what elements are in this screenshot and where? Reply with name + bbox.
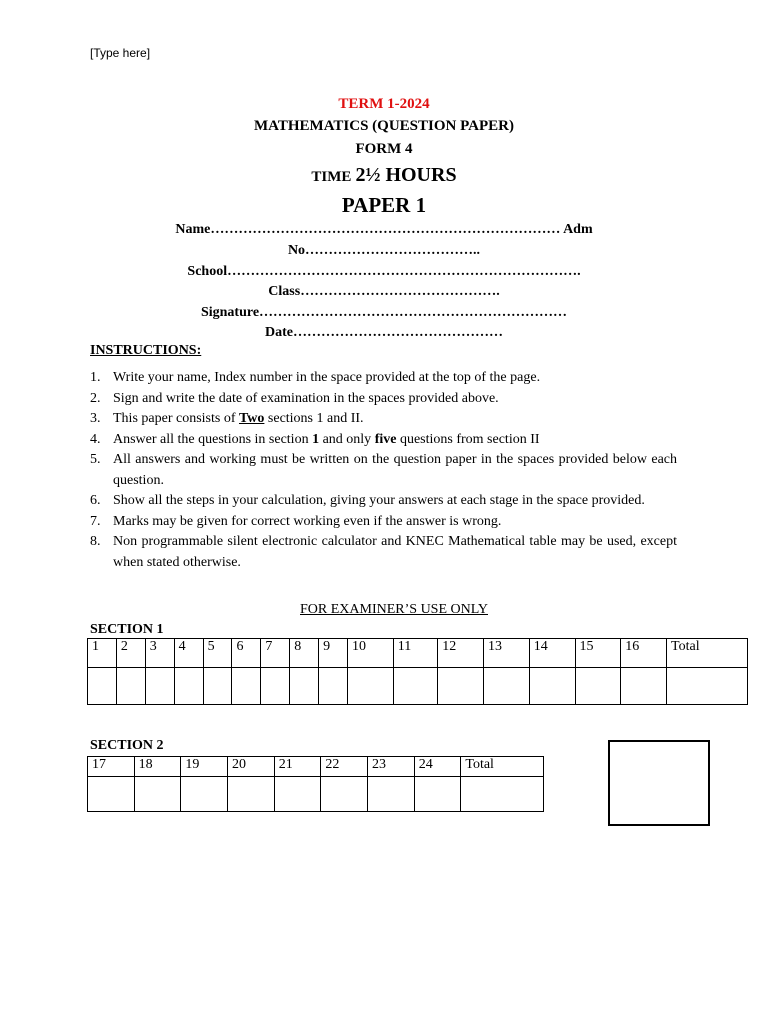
class-line: Class……………………………………. bbox=[268, 284, 500, 299]
instruction-text bbox=[113, 512, 677, 533]
question-number-cell: 4 bbox=[174, 639, 203, 668]
instruction-text-part: Non programmable silent electronic calculator and KNEC Mathematical table may be used, except when stated otherwise. bbox=[113, 534, 677, 570]
score-cell[interactable] bbox=[529, 668, 575, 705]
instruction-text-part: Write your name, Index number in the space provided at the top of the page. bbox=[113, 370, 541, 385]
section1-header-row bbox=[88, 639, 748, 668]
score-cell[interactable] bbox=[667, 668, 748, 705]
instruction-number: 8. bbox=[90, 534, 101, 549]
score-cell[interactable] bbox=[261, 668, 290, 705]
time-label: TIME bbox=[311, 169, 352, 185]
score-cell[interactable] bbox=[116, 668, 145, 705]
question-number-cell: Total bbox=[461, 757, 544, 777]
section1-score-row bbox=[88, 668, 748, 705]
question-number-cell: 20 bbox=[228, 757, 275, 777]
score-cell[interactable] bbox=[484, 668, 530, 705]
section1-title: SECTION 1 bbox=[90, 622, 164, 637]
section2-title: SECTION 2 bbox=[90, 738, 164, 753]
examiner-heading: FOR EXAMINER’S USE ONLY bbox=[300, 602, 488, 617]
question-number-cell: 2 bbox=[116, 639, 145, 668]
question-number-cell: 16 bbox=[621, 639, 667, 668]
instruction-item bbox=[90, 409, 677, 430]
question-number-cell: 24 bbox=[414, 757, 461, 777]
no-line: No……………………………….. bbox=[287, 243, 481, 258]
score-cell[interactable] bbox=[88, 668, 117, 705]
instruction-number: 5. bbox=[90, 452, 101, 467]
question-number-cell: 19 bbox=[181, 757, 228, 777]
instruction-item bbox=[90, 532, 677, 573]
instruction-text bbox=[113, 389, 677, 410]
score-cell[interactable] bbox=[321, 777, 368, 812]
question-number-cell: 11 bbox=[393, 639, 438, 668]
score-cell[interactable] bbox=[232, 668, 261, 705]
instructions-list bbox=[90, 368, 677, 573]
instruction-text-part: and only bbox=[319, 431, 375, 447]
instruction-text-part: Sign and write the date of examination in the spaces provided above. bbox=[113, 390, 499, 406]
question-number-cell: Total bbox=[667, 639, 748, 668]
instruction-text-part: questions from section II bbox=[396, 431, 540, 447]
question-number-cell: 9 bbox=[319, 639, 348, 668]
instruction-emphasis: five bbox=[374, 431, 397, 447]
instruction-text-part: This paper consists of bbox=[113, 411, 239, 426]
score-cell[interactable] bbox=[461, 777, 544, 812]
section2-header-row bbox=[88, 757, 544, 777]
score-cell[interactable] bbox=[181, 777, 228, 812]
question-number-cell: 1 bbox=[88, 639, 117, 668]
question-number-cell: 14 bbox=[529, 639, 575, 668]
question-number-cell: 21 bbox=[274, 757, 321, 777]
instruction-emphasis: 1 bbox=[312, 431, 320, 447]
paper-heading: PAPER 1 bbox=[341, 193, 427, 217]
question-number-cell: 15 bbox=[575, 639, 621, 668]
instruction-item bbox=[90, 512, 677, 533]
instruction-number: 7. bbox=[90, 513, 101, 529]
school-line: School…………………………………………………………………. bbox=[187, 264, 581, 279]
instruction-number: 4. bbox=[90, 431, 101, 447]
score-cell[interactable] bbox=[274, 777, 321, 812]
question-number-cell: 5 bbox=[203, 639, 232, 668]
question-number-cell: 7 bbox=[261, 639, 290, 668]
instruction-text-part: Answer all the questions in section bbox=[113, 431, 313, 447]
signature-line: Signature………………………………………………………… bbox=[200, 305, 568, 320]
instruction-text bbox=[113, 491, 677, 512]
instruction-text-part: Marks may be given for correct working even if the answer is wrong. bbox=[113, 513, 502, 529]
instruction-text-part: sections 1 and II. bbox=[264, 411, 364, 426]
score-cell[interactable] bbox=[228, 777, 275, 812]
question-number-cell: 13 bbox=[484, 639, 530, 668]
instruction-item bbox=[90, 491, 677, 512]
question-number-cell: 22 bbox=[321, 757, 368, 777]
question-number-cell: 17 bbox=[88, 757, 135, 777]
term-heading: TERM 1-2024 bbox=[338, 96, 430, 112]
time-value: 2½ HOURS bbox=[355, 164, 457, 186]
score-cell[interactable] bbox=[393, 668, 438, 705]
time-heading bbox=[0, 164, 768, 187]
instruction-text bbox=[113, 368, 677, 389]
name-adm-line: Name………………………………………………………………… Adm bbox=[175, 222, 593, 237]
question-number-cell: 6 bbox=[232, 639, 261, 668]
score-cell[interactable] bbox=[368, 777, 415, 812]
score-cell[interactable] bbox=[203, 668, 232, 705]
score-cell[interactable] bbox=[319, 668, 348, 705]
score-cell[interactable] bbox=[621, 668, 667, 705]
score-cell[interactable] bbox=[145, 668, 174, 705]
instruction-item bbox=[90, 430, 677, 451]
question-number-cell: 12 bbox=[438, 639, 484, 668]
date-line: Date……………………………………… bbox=[265, 325, 503, 340]
question-number-cell: 3 bbox=[145, 639, 174, 668]
question-number-cell: 10 bbox=[348, 639, 394, 668]
question-number-cell: 18 bbox=[134, 757, 181, 777]
instruction-emphasis: Two bbox=[238, 411, 265, 426]
score-cell[interactable] bbox=[348, 668, 394, 705]
instruction-text bbox=[113, 532, 677, 573]
instruction-item bbox=[90, 389, 677, 410]
score-cell[interactable] bbox=[414, 777, 461, 812]
instruction-text bbox=[113, 409, 677, 430]
header-placeholder: [Type here] bbox=[90, 46, 151, 60]
subject-heading: MATHEMATICS (QUESTION PAPER) bbox=[253, 118, 514, 134]
score-cell[interactable] bbox=[575, 668, 621, 705]
instruction-item bbox=[90, 450, 677, 491]
instructions-title: INSTRUCTIONS: bbox=[90, 343, 202, 358]
score-cell[interactable] bbox=[438, 668, 484, 705]
instruction-item bbox=[90, 368, 677, 389]
instruction-number: 6. bbox=[90, 493, 101, 508]
score-cell[interactable] bbox=[88, 777, 135, 812]
score-cell[interactable] bbox=[174, 668, 203, 705]
instruction-text-part: All answers and working must be written on the question paper in the spaces provided below each question. bbox=[113, 452, 677, 488]
form-heading: FORM 4 bbox=[355, 141, 413, 157]
section2-score-row bbox=[88, 777, 544, 812]
instruction-number: 1. bbox=[90, 370, 101, 385]
instruction-number: 2. bbox=[90, 390, 101, 406]
question-number-cell: 23 bbox=[368, 757, 415, 777]
section1-marks-table bbox=[87, 638, 748, 705]
grand-total-box[interactable] bbox=[608, 740, 710, 826]
instruction-text-part: Show all the steps in your calculation, giving your answers at each stage in the space provided. bbox=[113, 493, 645, 508]
score-cell[interactable] bbox=[134, 777, 181, 812]
instruction-number: 3. bbox=[90, 411, 101, 426]
question-number-cell: 8 bbox=[290, 639, 319, 668]
section2-marks-table bbox=[87, 756, 544, 812]
instruction-text bbox=[113, 450, 677, 491]
score-cell[interactable] bbox=[290, 668, 319, 705]
instruction-text bbox=[113, 430, 677, 451]
